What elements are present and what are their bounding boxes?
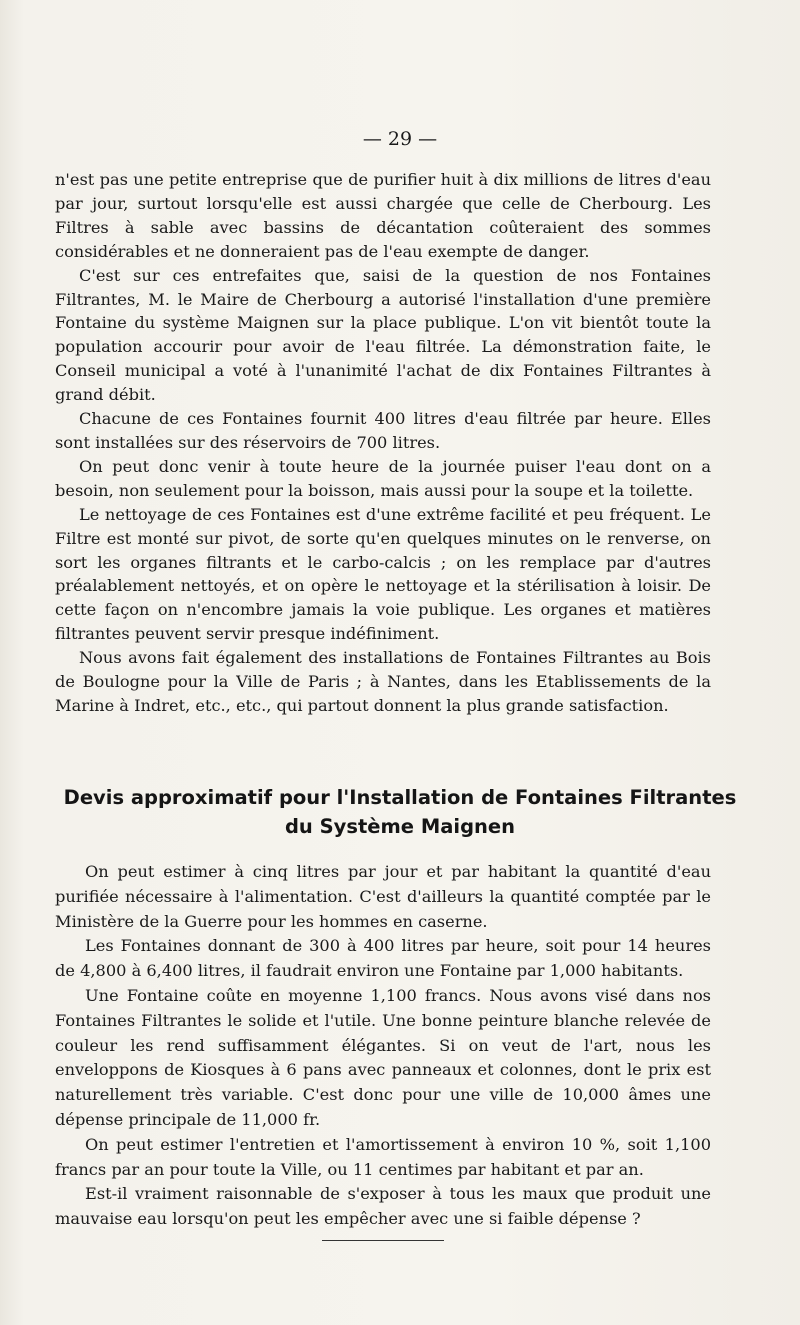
section-heading [40, 783, 760, 841]
paragraph-other-installations: Nous avons fait également des installations de Fontaines Filtrantes au Bois de Boulogne pour la Ville de Paris ; à Nantes, dans les Etablissements de la Marine à Indret, etc., etc., qui partout donnent la plus grande satisfaction. [55, 648, 711, 715]
paragraph-cost: Une Fontaine coûte en moyenne 1,100 francs. Nous avons visé dans nos Fontaines Filtrantes le solide et l'utile. Une bonne peinture blanche relevée de couleur les rend suffisamment élégantes. Si on veut de l'art, nous les enveloppons de Kiosques à 6 pans avec panneaux et colonnes, dont le prix est naturellement très variable. C'est donc pour une ville de 10,000 âmes une dépense principale de 11,000 fr. [55, 985, 711, 1129]
closing-rule [322, 1240, 444, 1241]
section-heading-line-1: Devis approximatif pour l'Installation de Fontaines Filtrantes [63, 786, 737, 809]
paragraph-maintenance: On peut estimer l'entretien et l'amortissement à environ 10 %, soit 1,100 francs par an pour toute la Ville, ou 11 centimes par habitant et par an. [55, 1134, 711, 1179]
section-heading-line-2: du Système Maignen [284, 815, 516, 838]
paragraph-continuation: n'est pas une petite entreprise que de purifier huit à dix millions de litres d'eau par jour, surtout lorsqu'elle est aussi chargée que celle de Cherbourg. Les Filtres à sable avec bassins de décantation coûteraient des sommes considérables et ne donneraient pas de l'eau exempte de danger. [55, 170, 711, 261]
paragraph-fountain-output: Les Fontaines donnant de 300 à 400 litres par heure, soit pour 14 heures de 4,800 à 6,400 litres, il faudrait environ une Fontaine par 1,000 habitants. [55, 936, 711, 981]
body-text [55, 168, 711, 718]
paragraph-availability: On peut donc venir à toute heure de la journée puiser l'eau dont on a besoin, non seulement pour la boisson, mais aussi pour la soupe et la toilette. [55, 456, 711, 500]
paragraph-cleaning: Le nettoyage de ces Fontaines est d'une extrême facilité et peu fréquent. Le Filtre est monté sur pivot, de sorte qu'en quelques minutes on le renverse, on sort les organes filtrants et le carbo-calcis ; on les remplace par d'autres préalablement nettoyés, et on opère le nettoyage et la stérilisation à loisir. De cette façon on n'encombre jamais la voie publique. Les organes et matières filtrantes peuvent servir presque indéfiniment. [55, 504, 711, 644]
paragraph-capacity: Chacune de ces Fontaines fournit 400 litres d'eau filtrée par heure. Elles sont installées sur des réservoirs de 700 litres. [55, 409, 711, 452]
devis-text [55, 860, 711, 1232]
paragraph-cherbourg-installation: C'est sur ces entrefaites que, saisi de la question de nos Fontaines Filtrantes, M. le Maire de Cherbourg a autorisé l'installation d'une première Fontaine du système Maignen sur la place publique. L'on vit bientôt toute la population accourir pour avoir de l'eau filtrée. La démonstration faite, le Conseil municipal a voté à l'unanimité l'achat de dix Fontaines Filtrantes à grand débit. [55, 265, 711, 405]
paragraph-daily-volume: On peut estimer à cinq litres par jour et par habitant la quantité d'eau purifiée nécessaire à l'alimentation. C'est d'ailleurs la quantité comptée par le Ministère de la Guerre pour les hommes en caserne. [55, 862, 711, 931]
paragraph-conclusion: Est-il vraiment raisonnable de s'exposer à tous les maux que produit une mauvaise eau lorsqu'on peut les empêcher avec une si faible dépense ? [55, 1184, 711, 1229]
page-number: — 29 — [362, 128, 438, 150]
